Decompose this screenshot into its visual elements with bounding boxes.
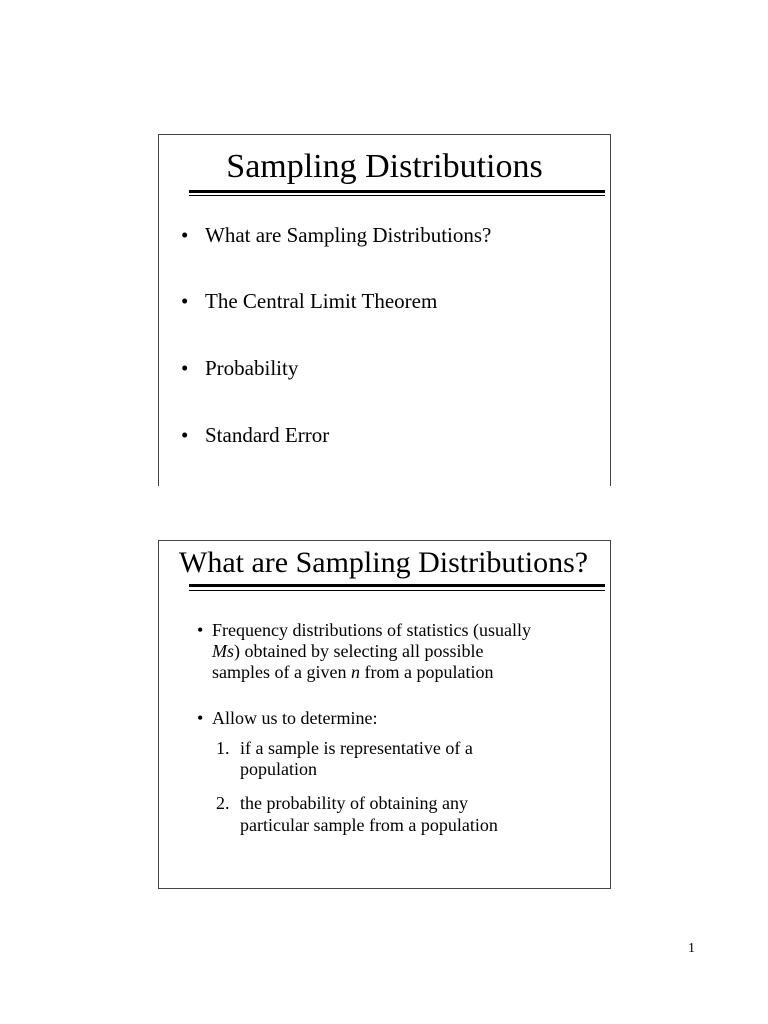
bullet-dot: • <box>197 620 204 640</box>
bullet-item <box>181 223 491 247</box>
title-underline-thin <box>189 195 605 196</box>
bullet-dot: • <box>181 223 189 247</box>
italic-ms: Ms <box>212 641 234 661</box>
item-number: 2. <box>216 793 230 813</box>
item-line-1: if a sample is representative of a <box>240 738 473 758</box>
item-line-2: population <box>240 759 317 779</box>
bullet-text: What are Sampling Distributions? <box>205 223 492 247</box>
bullet-text: Allow us to determine: <box>212 708 378 728</box>
item-number: 1. <box>216 738 230 758</box>
bullet-item <box>181 423 329 447</box>
slide-title: Sampling Distributions <box>226 148 543 185</box>
bullet-line-2: Ms) obtained by selecting all possible <box>212 641 484 661</box>
bullet-dot: • <box>197 708 204 728</box>
bullet-dot: • <box>181 289 189 313</box>
bullet-text: The Central Limit Theorem <box>205 289 438 313</box>
bullet-text: Standard Error <box>205 423 330 447</box>
title-underline-thick <box>189 190 605 193</box>
title-underline-thick <box>189 584 605 587</box>
page-number: 1 <box>688 941 695 956</box>
bullet-text: Probability <box>205 356 299 380</box>
item-line-2: particular sample from a population <box>240 815 498 835</box>
bullet-line-3: samples of a given n from a population <box>212 662 494 682</box>
item-line-1: the probability of obtaining any <box>240 793 468 813</box>
slide-title: What are Sampling Distributions? <box>179 546 589 579</box>
bullet-dot: • <box>181 356 189 380</box>
bullet-item <box>181 289 437 313</box>
slide-sampling-distributions <box>158 134 611 486</box>
title-underline-thin <box>189 590 605 591</box>
bullet-line-1: Frequency distributions of statistics (usually <box>212 620 531 640</box>
italic-n: n <box>350 662 360 682</box>
bullet-dot: • <box>181 423 189 447</box>
bullet-item <box>181 356 298 380</box>
slide-what-are-sampling-distributions <box>158 540 611 889</box>
